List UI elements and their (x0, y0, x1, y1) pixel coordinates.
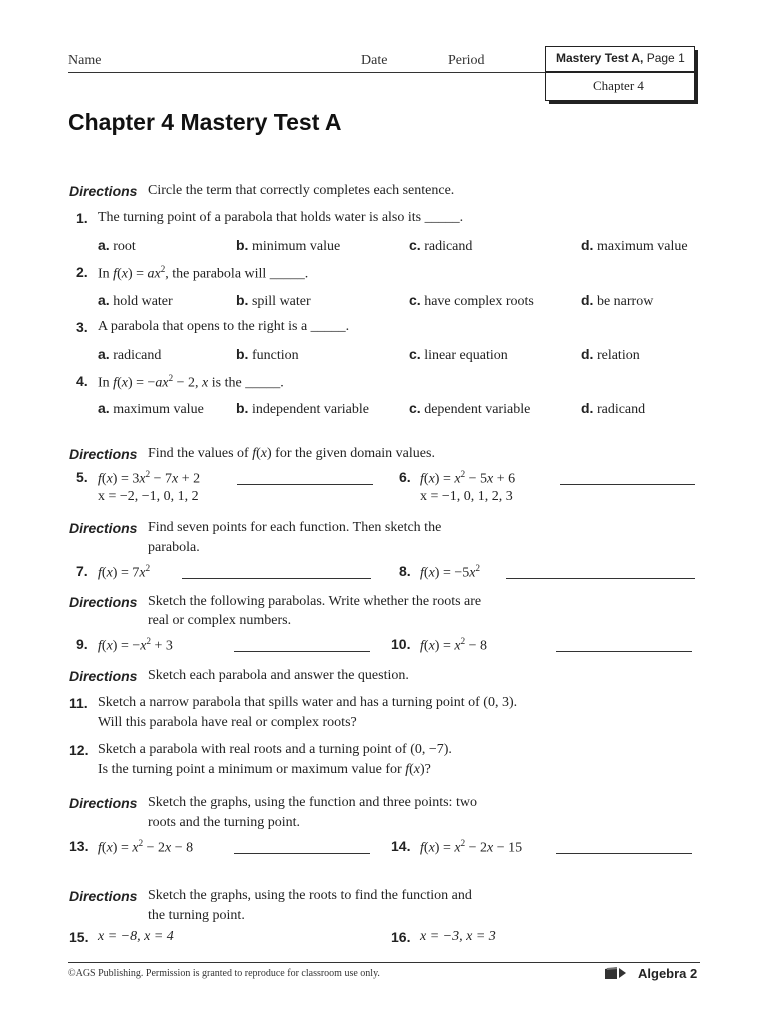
box-chapter: Chapter 4 (593, 78, 644, 93)
option-text: root (113, 239, 136, 254)
question-number: 4. (76, 373, 88, 389)
directions-label: Directions (69, 668, 138, 684)
option-letter: b. (236, 400, 249, 416)
option-a (98, 346, 161, 364)
option-text: radicand (596, 402, 646, 417)
option-text: maximum value (596, 239, 688, 254)
directions-text: Find the values of f(x) for the given domain values. (148, 446, 435, 461)
option-text: have complex roots (424, 294, 534, 309)
directions-text-line1: Sketch the following parabolas. Write whether the roots are (148, 594, 482, 609)
option-letter: c. (409, 237, 421, 253)
option-a (98, 292, 173, 310)
directions-text-line1: Find seven points for each function. Then sketch the (148, 520, 442, 535)
date-label: Date (361, 53, 388, 68)
function-text: $f(x) = x^2 - 5x + 6$ (420, 469, 516, 487)
question-number: 8. (399, 563, 411, 579)
question-text-line2: Will this parabola have real or complex roots? (98, 715, 357, 730)
option-text: spill water (251, 294, 311, 309)
option-text: minimum value (251, 239, 341, 254)
option-c (409, 400, 530, 418)
answer-blank[interactable] (506, 578, 695, 579)
question-text: In $f(x) = -ax^2 - 2$, x is the _____. (98, 373, 284, 391)
directions-label: Directions (69, 888, 138, 904)
directions-text-line1: Sketch the graphs, using the roots to find the function and (148, 888, 472, 903)
roots-text: x = −3, x = 3 (420, 929, 496, 944)
name-label: Name (68, 53, 102, 68)
copyright-text: ©AGS Publishing. Permission is granted to reproduce for classroom use only. (68, 968, 380, 979)
answer-blank[interactable] (234, 651, 370, 652)
function-text: $f(x) = 7x^2$ (98, 563, 151, 581)
option-a (98, 400, 204, 418)
question-number: 12. (69, 742, 89, 758)
option-text: independent variable (251, 402, 369, 417)
domain-text: x = −2, −1, 0, 1, 2 (98, 489, 199, 504)
question-number: 16. (391, 929, 411, 945)
option-letter: a. (98, 400, 110, 416)
question-number: 15. (69, 929, 89, 945)
question-number: 13. (69, 838, 89, 854)
question-number: 6. (399, 469, 411, 485)
answer-blank[interactable] (560, 484, 695, 485)
question-text-line1: Sketch a narrow parabola that spills water and has a turning point of (0, 3). (98, 695, 518, 710)
option-text: linear equation (424, 348, 508, 363)
option-c (409, 237, 472, 255)
directions-label: Directions (69, 446, 138, 462)
question-text-line2-body: Is the turning point a minimum or maximum value for (98, 762, 406, 777)
option-text: dependent variable (424, 402, 531, 417)
box-title (556, 51, 685, 65)
answer-blank[interactable] (556, 853, 692, 854)
question-text: A parabola that opens to the right is a _____. (98, 319, 350, 334)
option-text: relation (596, 348, 640, 363)
directions-text-line2: the turning point. (148, 908, 245, 923)
option-text: radicand (113, 348, 162, 363)
question-number: 10. (391, 636, 411, 652)
directions-text-line1: Sketch the graphs, using the function and three points: two (148, 795, 477, 810)
directions-text-line2: roots and the turning point. (148, 815, 301, 830)
option-text: function (251, 348, 299, 363)
function-text: $f(x) = x^2 - 2x - 8$ (98, 838, 194, 856)
option-b (236, 292, 311, 310)
question-text: In $f(x) = ax^2$, the parabola will _____. (98, 264, 309, 282)
question-number: 14. (391, 838, 411, 854)
domain-text: x = −1, 0, 1, 2, 3 (420, 489, 513, 504)
answer-blank[interactable] (556, 651, 692, 652)
box-shadow-right (695, 50, 698, 104)
box-title-rest: Page 1 (643, 51, 685, 65)
function-text: $f(x) = x^2 - 2x - 15$ (420, 838, 523, 856)
directions-text-line2: parabola. (148, 540, 200, 555)
option-c (409, 292, 534, 310)
option-letter: a. (98, 346, 110, 362)
period-label: Period (448, 53, 485, 68)
directions-label: Directions (69, 520, 138, 536)
option-letter: d. (581, 237, 594, 253)
option-letter: b. (236, 237, 249, 253)
question-number: 11. (69, 695, 88, 711)
question-number: 1. (76, 210, 88, 226)
question-number: 7. (76, 563, 88, 579)
function-text: $f(x) = 3x^2 - 7x + 2$ (98, 469, 201, 487)
function-text: $f(x) = -x^2 + 3$ (98, 636, 173, 654)
option-d (581, 346, 640, 364)
directions-label: Directions (69, 795, 138, 811)
header-rule (68, 72, 545, 73)
option-b (236, 237, 340, 255)
question-number: 9. (76, 636, 88, 652)
option-letter: d. (581, 292, 594, 308)
answer-blank[interactable] (234, 853, 370, 854)
question-text: The turning point of a parabola that holds water is also its _____. (98, 210, 464, 225)
option-b (236, 400, 369, 418)
question-text-line2: Is the turning point a minimum or maximum value for f(x)? (98, 762, 431, 777)
directions-text: Sketch each parabola and answer the question. (148, 668, 409, 683)
function-text: $f(x) = -5x^2$ (420, 563, 480, 581)
option-letter: c. (409, 346, 421, 362)
option-letter: b. (236, 346, 249, 362)
option-d (581, 292, 653, 310)
option-text: maximum value (113, 402, 204, 417)
option-d (581, 237, 688, 255)
option-letter: a. (98, 237, 110, 253)
option-c (409, 346, 508, 364)
option-d (581, 400, 645, 418)
page-title: Chapter 4 Mastery Test A (68, 109, 342, 135)
question-text-line1: Sketch a parabola with real roots and a turning point of (0, −7). (98, 742, 452, 757)
option-text: hold water (113, 294, 173, 309)
option-letter: d. (581, 400, 594, 416)
question-number: 3. (76, 319, 88, 335)
directions-label: Directions (69, 183, 138, 199)
roots-text: x = −8, x = 4 (98, 929, 174, 944)
directions-text-line2: real or complex numbers. (148, 613, 292, 628)
answer-blank[interactable] (237, 484, 373, 485)
directions-text: Circle the term that correctly completes each sentence. (148, 183, 455, 198)
function-text: $f(x) = x^2 - 8$ (420, 636, 487, 654)
option-text: be narrow (596, 294, 654, 309)
book-title: Algebra 2 (638, 966, 698, 981)
option-letter: a. (98, 292, 110, 308)
option-a (98, 237, 136, 255)
box-shadow-bottom (549, 101, 698, 104)
question-number: 2. (76, 264, 88, 280)
option-letter: b. (236, 292, 249, 308)
option-letter: c. (409, 292, 421, 308)
option-text: radicand (424, 239, 473, 254)
footer-rule (68, 962, 700, 963)
book-icon (604, 966, 628, 985)
option-letter: d. (581, 346, 594, 362)
directions-label: Directions (69, 594, 138, 610)
box-title-bold: Mastery Test A, (556, 51, 644, 65)
option-b (236, 346, 299, 364)
question-number: 5. (76, 469, 88, 485)
option-letter: c. (409, 400, 421, 416)
answer-blank[interactable] (182, 578, 371, 579)
